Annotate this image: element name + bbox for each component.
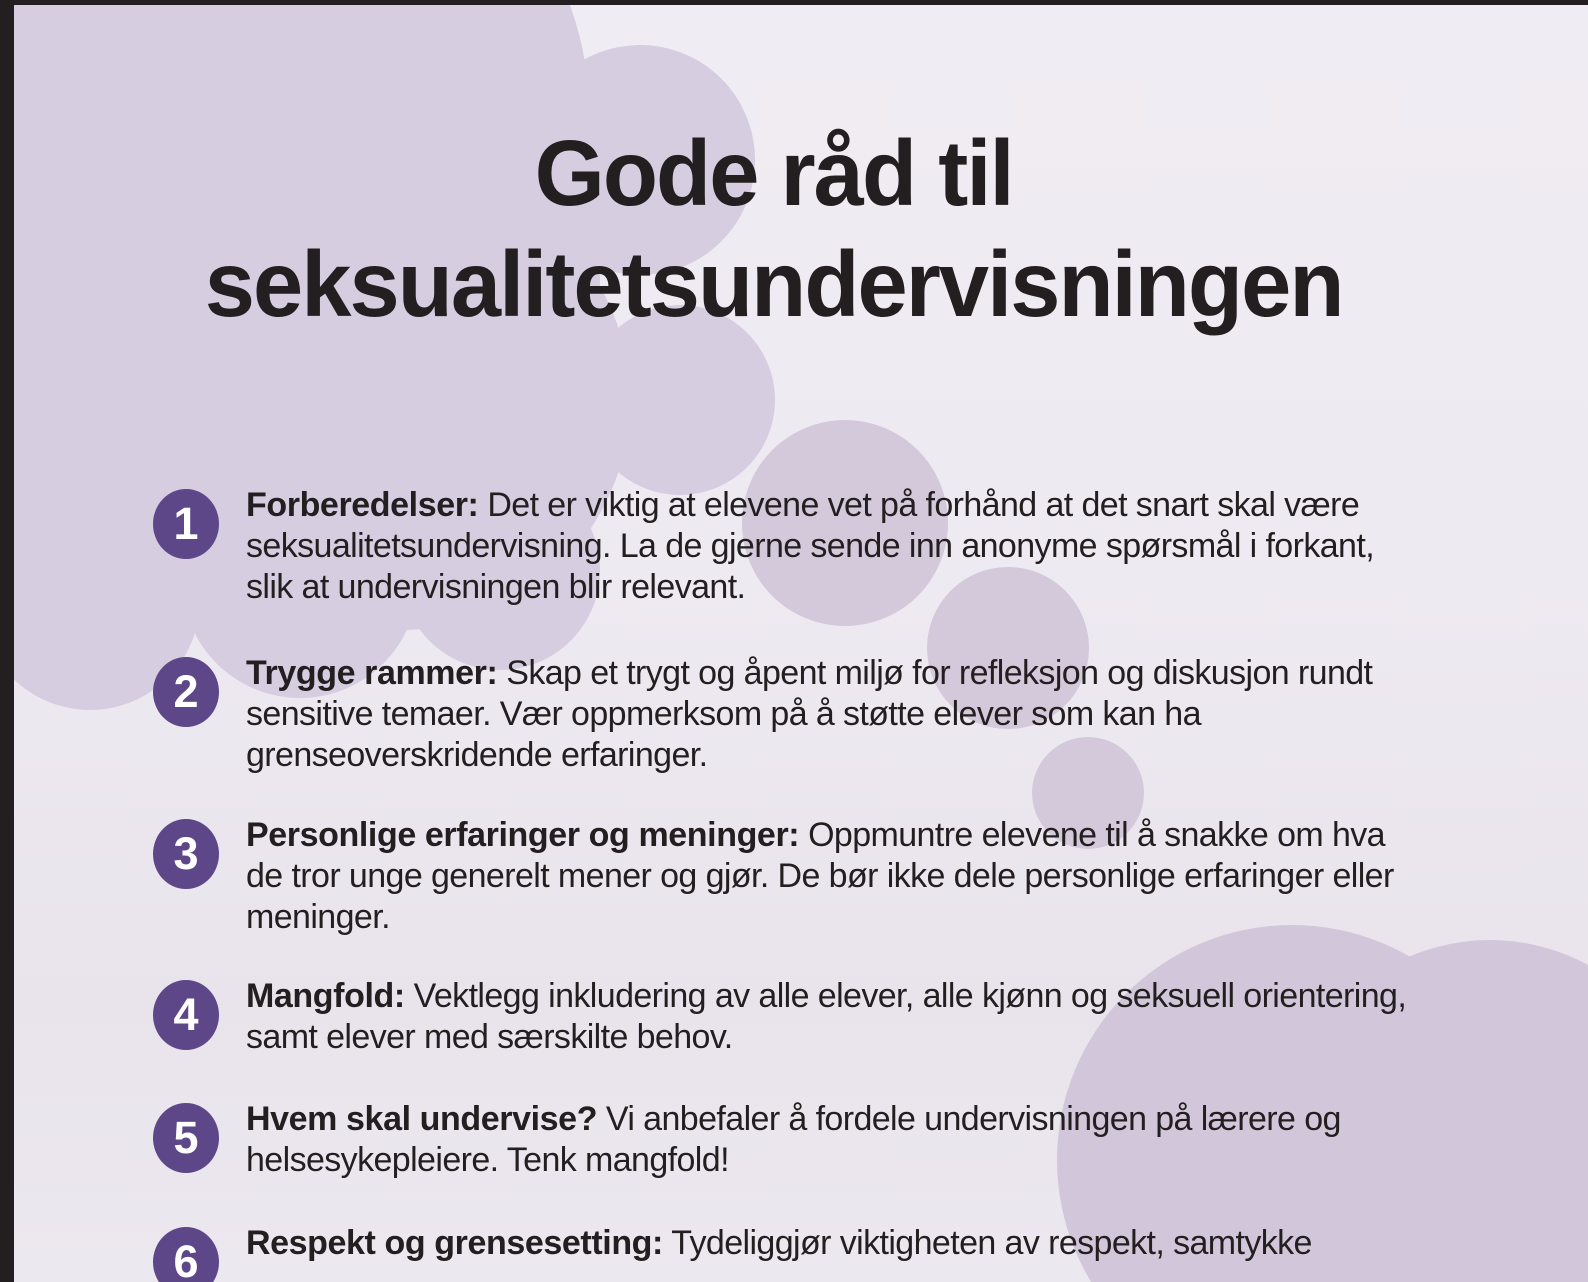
item-text-block [246,815,1423,938]
item-body: Det er viktig at elevene vet på forhånd at det snart skal være seksualitetsundervisning. La de gjerne sende inn anonyme spørsmål i forkant, slik at undervisningen blir relevant. [246,486,1375,606]
advice-item-3 [153,815,1423,938]
item-number-badge: 4 [153,980,219,1050]
item-text-block [246,1099,1423,1181]
item-body: Skap et trygt og åpent miljø for refleksjon og diskusjon rundt sensitive temaer. Vær oppmerksom på å støtte elever som kan ha grenseoverskridende erfaringer. [246,654,1373,774]
item-text-block [246,653,1423,776]
advice-item-1 [153,485,1423,608]
item-text-block [246,485,1423,608]
item-body: Vektlegg inkludering av alle elever, alle kjønn og seksuell orientering, samt elever med særskilte behov. [246,977,1407,1056]
page-border-top [0,0,1588,5]
item-number-badge: 1 [153,489,219,559]
item-label: Respekt og grensesetting: [246,1224,663,1262]
item-label: Personlige erfaringer og meninger: [246,816,800,854]
item-body: Vi anbefaler å fordele undervisningen på lærere og helsesykepleiere. Tenk mangfold! [246,1100,1341,1179]
page-border-left [0,0,14,1282]
advice-item-4 [153,976,1423,1058]
item-text-block [246,976,1423,1058]
item-number-badge: 3 [153,819,219,889]
item-number-badge: 5 [153,1103,219,1173]
advice-item-5 [153,1099,1423,1181]
item-body: Oppmuntre elevene til å snakke om hva de tror unge generelt mener og gjør. De bør ikke dele personlige erfaringer eller meninger. [246,816,1394,936]
page-title-line2: seksualitetsundervisningen [204,232,1343,336]
item-text-block [246,1223,1423,1264]
item-label: Mangfold: [246,977,405,1015]
advice-item-6 [153,1223,1423,1282]
item-number-badge: 6 [153,1227,219,1282]
item-label: Forberedelser: [246,486,479,524]
page-title [24,118,1564,340]
page-title-line1: Gode råd til [534,121,1013,225]
item-number-badge: 2 [153,657,219,727]
item-label: Hvem skal undervise? [246,1100,598,1138]
item-body: Tydeliggjør viktigheten av respekt, samtykke [671,1224,1312,1262]
item-label: Trygge rammer: [246,654,498,692]
advice-item-2 [153,653,1423,776]
